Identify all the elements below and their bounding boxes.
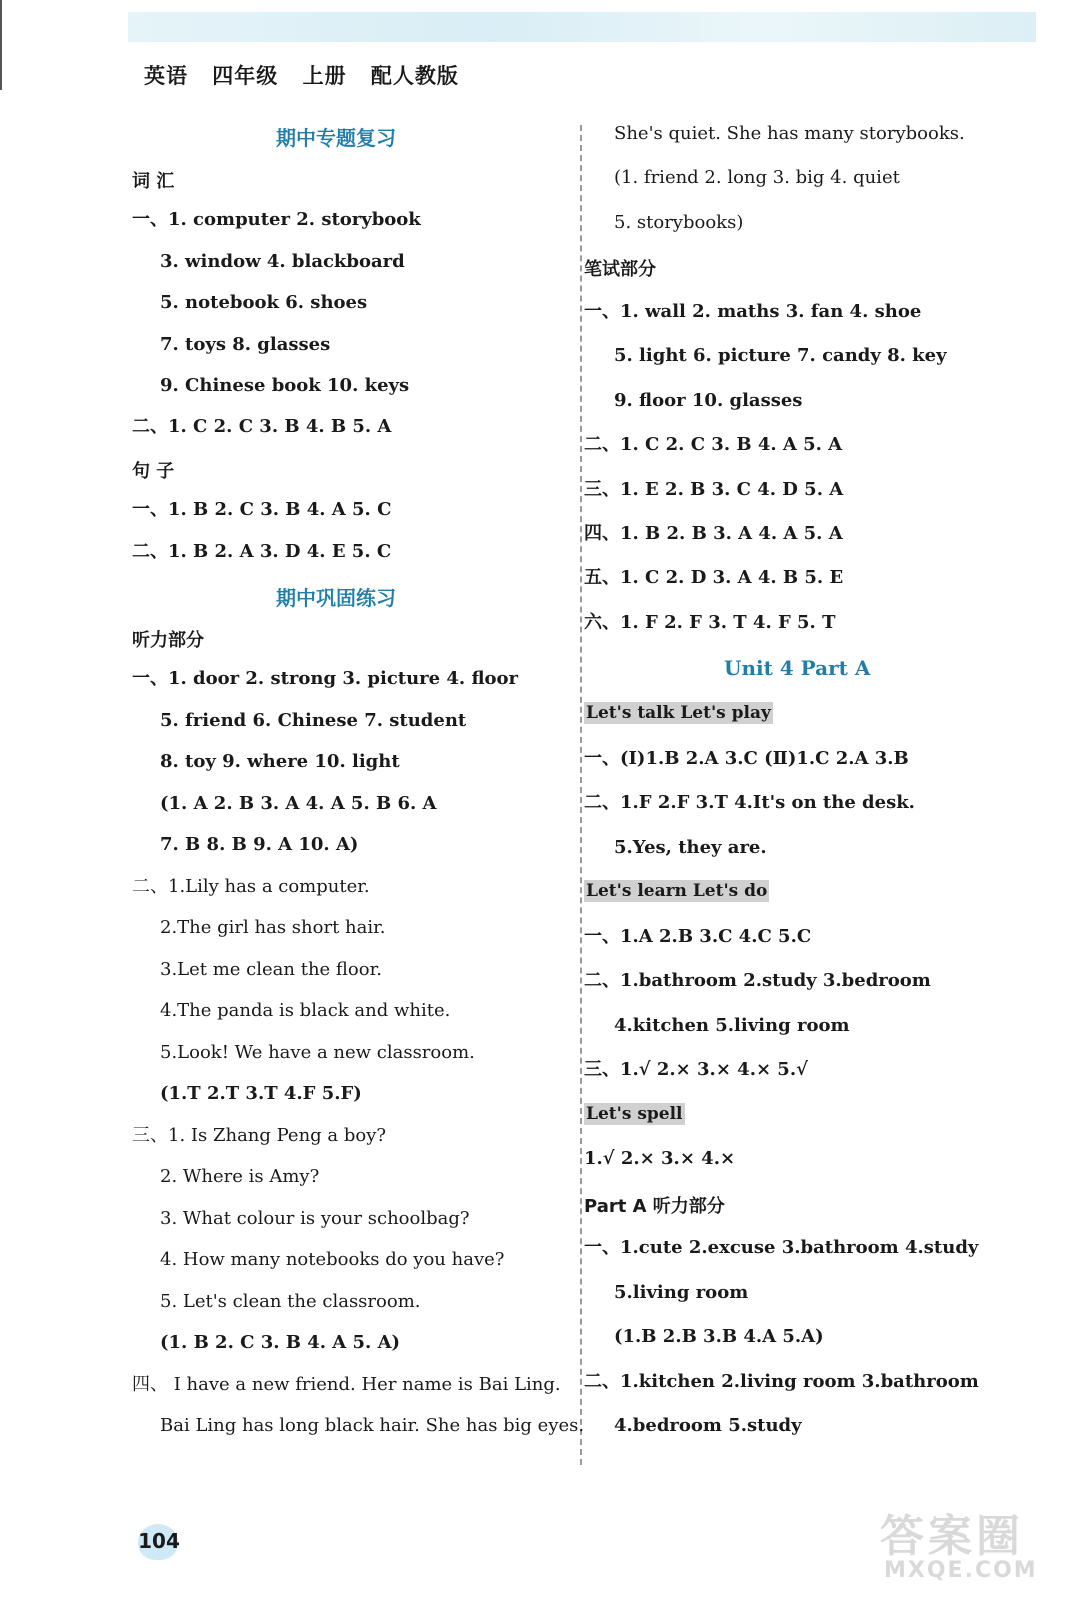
tag-lets-talk: Let's talk Let's play — [586, 703, 771, 723]
passage-continued: She's quiet. She has many storybooks. — [614, 123, 965, 144]
listening-q3-line5: 5. Let's clean the classroom. — [160, 1291, 421, 1312]
passage-answers-line1: (1. friend 2. long 3. big 4. quiet — [614, 167, 900, 188]
listening-q4-line2: Bai Ling has long black hair. She has big eyes. — [160, 1415, 585, 1436]
listening-q2-line1: 二、1.Lily has a computer. — [132, 876, 370, 897]
parta-q1-line1: 一、1.cute 2.excuse 3.bathroom 4.study — [584, 1237, 979, 1258]
written-q1-line1: 一、1. wall 2. maths 3. fan 4. shoe — [584, 301, 922, 322]
page-number: 104 — [138, 1520, 180, 1562]
subheading-written: 笔试部分 — [584, 259, 656, 280]
watermark-en: MXQE.COM — [884, 1558, 1038, 1583]
vocab-q1-line2: 3. window 4. blackboard — [160, 251, 405, 272]
subheading-listening: 听力部分 — [132, 630, 204, 651]
talk-q1: 一、(Ⅰ)1.B 2.A 3.C (Ⅱ)1.C 2.A 3.B — [584, 748, 909, 769]
vocab-q1-line1: 一、1. computer 2. storybook — [132, 209, 421, 230]
section-title-midterm-practice: 期中巩固练习 — [276, 586, 396, 610]
listening-q2-answers: (1.T 2.T 3.T 4.F 5.F) — [160, 1083, 362, 1104]
written-q1-line3: 9. floor 10. glasses — [614, 390, 803, 411]
tag-lets-learn: Let's learn Let's do — [586, 881, 768, 901]
sentence-q2: 二、1. B 2. A 3. D 4. E 5. C — [132, 541, 392, 562]
written-q3: 三、1. E 2. B 3. C 4. D 5. A — [584, 479, 844, 500]
parta-q2-line1: 二、1.kitchen 2.living room 3.bathroom — [584, 1371, 979, 1392]
listening-q1-line2: 5. friend 6. Chinese 7. student — [160, 710, 467, 731]
parta-q1-line3: (1.B 2.B 3.B 4.A 5.A) — [614, 1326, 824, 1347]
watermark-cn: 答案圈 — [880, 1511, 1024, 1562]
written-q1-line2: 5. light 6. picture 7. candy 8. key — [614, 345, 947, 366]
subheading-part-a-listening: Part A 听力部分 — [584, 1196, 725, 1217]
watermark-logo — [880, 1500, 1050, 1590]
talk-q2-line1: 二、1.F 2.F 3.T 4.It's on the desk. — [584, 792, 915, 813]
subheading-vocabulary: 词 汇 — [132, 171, 175, 192]
learn-q3: 三、1.√ 2.× 3.× 4.× 5.√ — [584, 1059, 808, 1080]
written-q6: 六、1. F 2. F 3. T 4. F 5. T — [584, 612, 836, 633]
page-header: 英语 四年级 上册 配人教版 — [144, 64, 459, 88]
unit-title: Unit 4 Part A — [724, 656, 871, 680]
listening-q3-line2: 2. Where is Amy? — [160, 1166, 320, 1187]
listening-q1-line3: 8. toy 9. where 10. light — [160, 751, 400, 772]
parta-q2-line2: 4.bedroom 5.study — [614, 1415, 802, 1436]
learn-q2-line2: 4.kitchen 5.living room — [614, 1015, 850, 1036]
listening-q4-line1: 四、 I have a new friend. Her name is Bai Ling. — [132, 1374, 561, 1395]
written-q2: 二、1. C 2. C 3. B 4. A 5. A — [584, 434, 843, 455]
learn-q2-line1: 二、1.bathroom 2.study 3.bedroom — [584, 970, 931, 991]
talk-q2-line2: 5.Yes, they are. — [614, 837, 767, 858]
written-q4: 四、1. B 2. B 3. A 4. A 5. A — [584, 523, 843, 544]
sentence-q1: 一、1. B 2. C 3. B 4. A 5. C — [132, 499, 392, 520]
listening-q1-line1: 一、1. door 2. strong 3. picture 4. floor — [132, 668, 519, 689]
learn-q1: 一、1.A 2.B 3.C 4.C 5.C — [584, 926, 812, 947]
left-edge-mark — [0, 0, 2, 90]
listening-q3-answers: (1. B 2. C 3. B 4. A 5. A) — [160, 1332, 401, 1353]
listening-q2-line4: 4.The panda is black and white. — [160, 1000, 451, 1021]
listening-q1-line5: 7. B 8. B 9. A 10. A) — [160, 834, 359, 855]
listening-q3-line3: 3. What colour is your schoolbag? — [160, 1208, 470, 1229]
listening-q2-line2: 2.The girl has short hair. — [160, 917, 386, 938]
vocab-q1-line4: 7. toys 8. glasses — [160, 334, 331, 355]
column-divider — [580, 125, 582, 1465]
vocab-q2: 二、1. C 2. C 3. B 4. B 5. A — [132, 416, 392, 437]
vocab-q1-line5: 9. Chinese book 10. keys — [160, 375, 410, 396]
tag-lets-spell: Let's spell — [586, 1104, 683, 1124]
listening-q1-line4: (1. A 2. B 3. A 4. A 5. B 6. A — [160, 793, 437, 814]
listening-q3-line4: 4. How many notebooks do you have? — [160, 1249, 505, 1270]
section-title-midterm-review: 期中专题复习 — [276, 126, 396, 150]
listening-q2-line5: 5.Look! We have a new classroom. — [160, 1042, 475, 1063]
parta-q1-line2: 5.living room — [614, 1282, 749, 1303]
written-q5: 五、1. C 2. D 3. A 4. B 5. E — [584, 567, 844, 588]
spell-answers: 1.√ 2.× 3.× 4.× — [584, 1148, 736, 1169]
top-decorative-band — [128, 12, 1036, 42]
passage-answers-line2: 5. storybooks) — [614, 212, 744, 233]
listening-q2-line3: 3.Let me clean the floor. — [160, 959, 382, 980]
vocab-q1-line3: 5. notebook 6. shoes — [160, 292, 368, 313]
listening-q3-line1: 三、1. Is Zhang Peng a boy? — [132, 1125, 387, 1146]
subheading-sentences: 句 子 — [132, 461, 175, 482]
